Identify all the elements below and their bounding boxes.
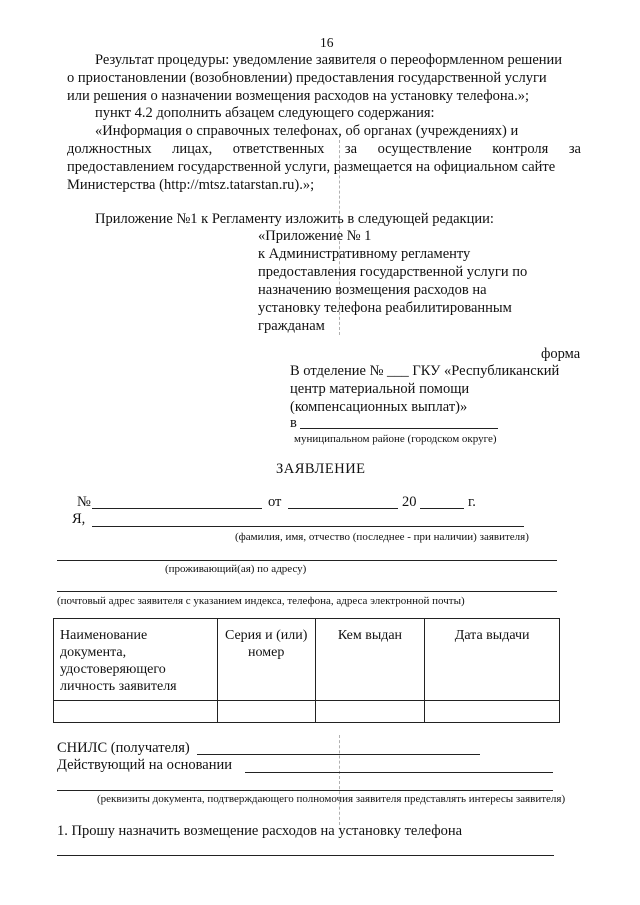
- district-blank-line[interactable]: [300, 428, 498, 429]
- year-field[interactable]: [420, 508, 464, 509]
- table-cell[interactable]: [425, 701, 560, 723]
- item-1-request: 1. Прошу назначить возмещение расходов на установку телефона: [57, 823, 463, 839]
- date-from-label: от: [268, 494, 282, 510]
- paragraph-info-line4: Министерства (http://mtsz.tatarstan.ru).»;: [67, 177, 315, 193]
- appendix-header-line: «Приложение № 1: [258, 228, 372, 244]
- table-header-cell: Дата выдачи: [425, 619, 560, 701]
- addressee-line: центр материальной помощи: [290, 381, 470, 397]
- district-caption: муниципальном районе (городском округе): [294, 433, 497, 445]
- table-cell[interactable]: [54, 701, 218, 723]
- page-number: 16: [320, 35, 334, 50]
- number-field[interactable]: [92, 508, 262, 509]
- applicant-i-label: Я,: [72, 511, 86, 527]
- address-field[interactable]: [57, 560, 557, 561]
- table-header-cell: Кем выдан: [315, 619, 425, 701]
- year-prefix-label: 20: [402, 494, 417, 510]
- appendix-header-line: назначению возмещения расходов на: [258, 282, 487, 298]
- basis-field[interactable]: [245, 772, 553, 773]
- appendix-header-line: гражданам: [258, 318, 325, 334]
- paragraph-info-line3: предоставлением государственной услуги, размещается на официальном сайте: [67, 159, 556, 175]
- requisites-field[interactable]: [57, 790, 553, 791]
- scan-fold-mark: [339, 735, 340, 825]
- paragraph-result-line2: о приостановлении (возобновлении) предоставления государственной услуги: [67, 70, 547, 86]
- postal-caption: (почтовый адрес заявителя с указанием индекса, телефона, адреса электронной почты): [57, 595, 465, 607]
- paragraph-info-line2: должностных лицах, ответственных за осуществление контроля за: [67, 141, 581, 157]
- appendix-header-line: к Административному регламенту: [258, 246, 471, 262]
- paragraph-info-line1: «Информация о справочных телефонах, об органах (учреждениях) и: [95, 123, 519, 139]
- date-field[interactable]: [288, 508, 398, 509]
- id-document-table: [53, 618, 560, 723]
- table-header-cell: Наименование документа, удостоверяющего личность заявителя: [54, 619, 218, 701]
- form-label: форма: [541, 346, 581, 362]
- postal-address-field[interactable]: [57, 591, 557, 592]
- requisites-caption: (реквизиты документа, подтверждающего полномочия заявителя представлять интересы заявителя): [97, 793, 566, 805]
- table-header-row: [54, 619, 560, 701]
- addressee-line: В отделение № ___ ГКУ «Республиканский: [290, 363, 560, 379]
- addressee-line: в: [290, 415, 297, 431]
- table-cell[interactable]: [315, 701, 425, 723]
- residing-caption: (проживающий(ая) по адресу): [165, 563, 307, 575]
- paragraph-appendix-intro: Приложение №1 к Регламенту изложить в следующей редакции:: [95, 211, 494, 227]
- appendix-header-line: установку телефона реабилитированным: [258, 300, 512, 316]
- paragraph-result-line1: Результат процедуры: уведомление заявителя о переоформленном решении: [95, 52, 563, 68]
- paragraph-point-4-2: пункт 4.2 дополнить абзацем следующего содержания:: [95, 105, 435, 121]
- document-title: ЗАЯВЛЕНИЕ: [276, 461, 366, 477]
- appendix-header-line: предоставления государственной услуги по: [258, 264, 528, 280]
- year-suffix-label: г.: [468, 494, 476, 510]
- fio-caption: (фамилия, имя, отчество (последнее - при наличии) заявителя): [235, 531, 529, 543]
- table-cell[interactable]: [217, 701, 315, 723]
- table-header-cell: Серия и (или) номер: [217, 619, 315, 701]
- snils-label: СНИЛС (получателя): [57, 740, 190, 756]
- paragraph-result-line3: или решения о назначении возмещения расходов на установку телефона.»;: [67, 88, 530, 104]
- addressee-line: (компенсационных выплат)»: [290, 399, 468, 415]
- table-row: [54, 701, 560, 723]
- number-label: №: [77, 494, 91, 510]
- snils-field[interactable]: [197, 754, 480, 755]
- item-1-field[interactable]: [57, 855, 554, 856]
- applicant-name-field[interactable]: [92, 526, 524, 527]
- basis-label: Действующий на основании: [57, 757, 233, 773]
